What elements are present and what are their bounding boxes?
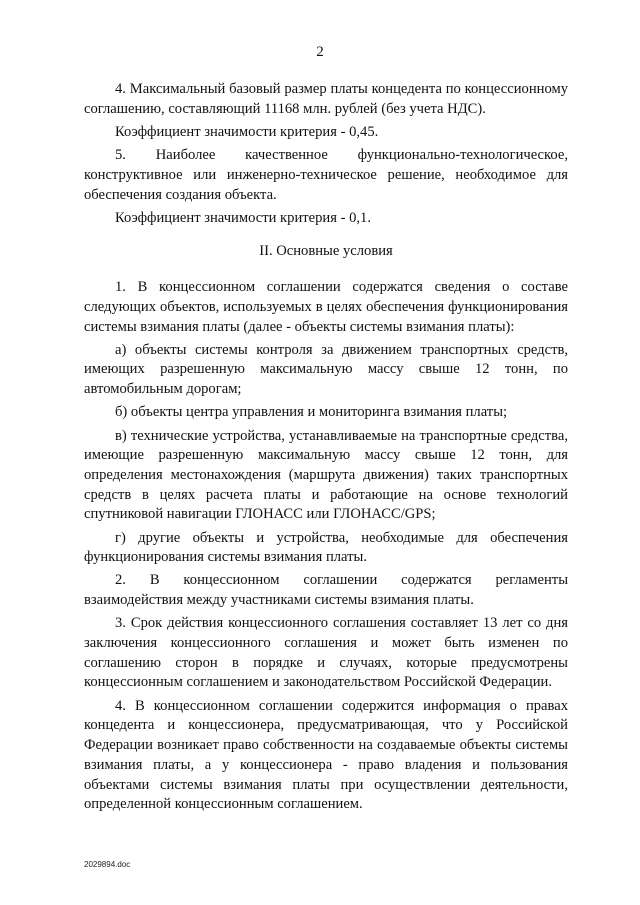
page-number: 2 xyxy=(316,44,324,60)
criterion-5-paragraph: 5. Наиболее качественное функционально-технологическое, конструктивное или инженерно-техническое решение, необходимое для обеспечения создания объекта. xyxy=(84,147,568,203)
file-name-footer: 2029894.doc xyxy=(84,860,131,869)
document-body xyxy=(84,80,568,818)
condition-4-paragraph: 4. В концессионном соглашении содержится информация о правах концедента и концессионера, предусматривающая, что у Российской Федерации возникает право собственности на создаваемые объекты системы взимания платы, а у концессионера - право владения и пользования объектами системы взимания платы при осуществлении деятельности, определенной концессионным соглашением. xyxy=(84,697,568,813)
condition-1-item-v: в) технические устройства, устанавливаемые на транспортные средства, имеющие разрешенную максимальную массу свыше 12 тонн, для определения местонахождения (маршрута движения) таких транспортных средств в целях расчета платы и работающие на основе технологий спутниковой навигации ГЛОНАСС или ГЛОНАСС/GPS; xyxy=(84,427,568,523)
condition-1-paragraph: 1. В концессионном соглашении содержатся сведения о составе следующих объектов, используемых в целях обеспечения функционирования системы взимания платы (далее - объекты системы взимания платы): xyxy=(84,279,568,335)
condition-1-item-b: б) объекты центра управления и мониторинга взимания платы; xyxy=(115,404,508,421)
condition-1-item-g: г) другие объекты и устройства, необходимые для обеспечения функционирования системы взимания платы. xyxy=(84,529,568,566)
criterion-4-weight: Коэффициент значимости критерия - 0,45. xyxy=(115,123,379,140)
condition-2-paragraph: 2. В концессионном соглашении содержатся регламенты взаимодействия между участниками системы взимания платы. xyxy=(84,572,568,609)
criterion-4-paragraph: 4. Максимальный базовый размер платы концедента по концессионному соглашению, составляющий 11168 млн. рублей (без учета НДС). xyxy=(84,81,568,117)
criterion-5-weight: Коэффициент значимости критерия - 0,1. xyxy=(115,209,371,226)
condition-3-paragraph: 3. Срок действия концессионного соглашения составляет 13 лет со дня заключения концессионного соглашения и может быть изменен по соглашению сторон в порядке и случаях, которые предусмотрены концессионным соглашением и законодательством Российской Федерации. xyxy=(84,615,568,691)
condition-1-item-a: а) объекты системы контроля за движением транспортных средств, имеющих разрешенную максимальную массу свыше 12 тонн, по автомобильным дорогам; xyxy=(84,341,568,398)
section-heading: II. Основные условия xyxy=(259,243,393,260)
